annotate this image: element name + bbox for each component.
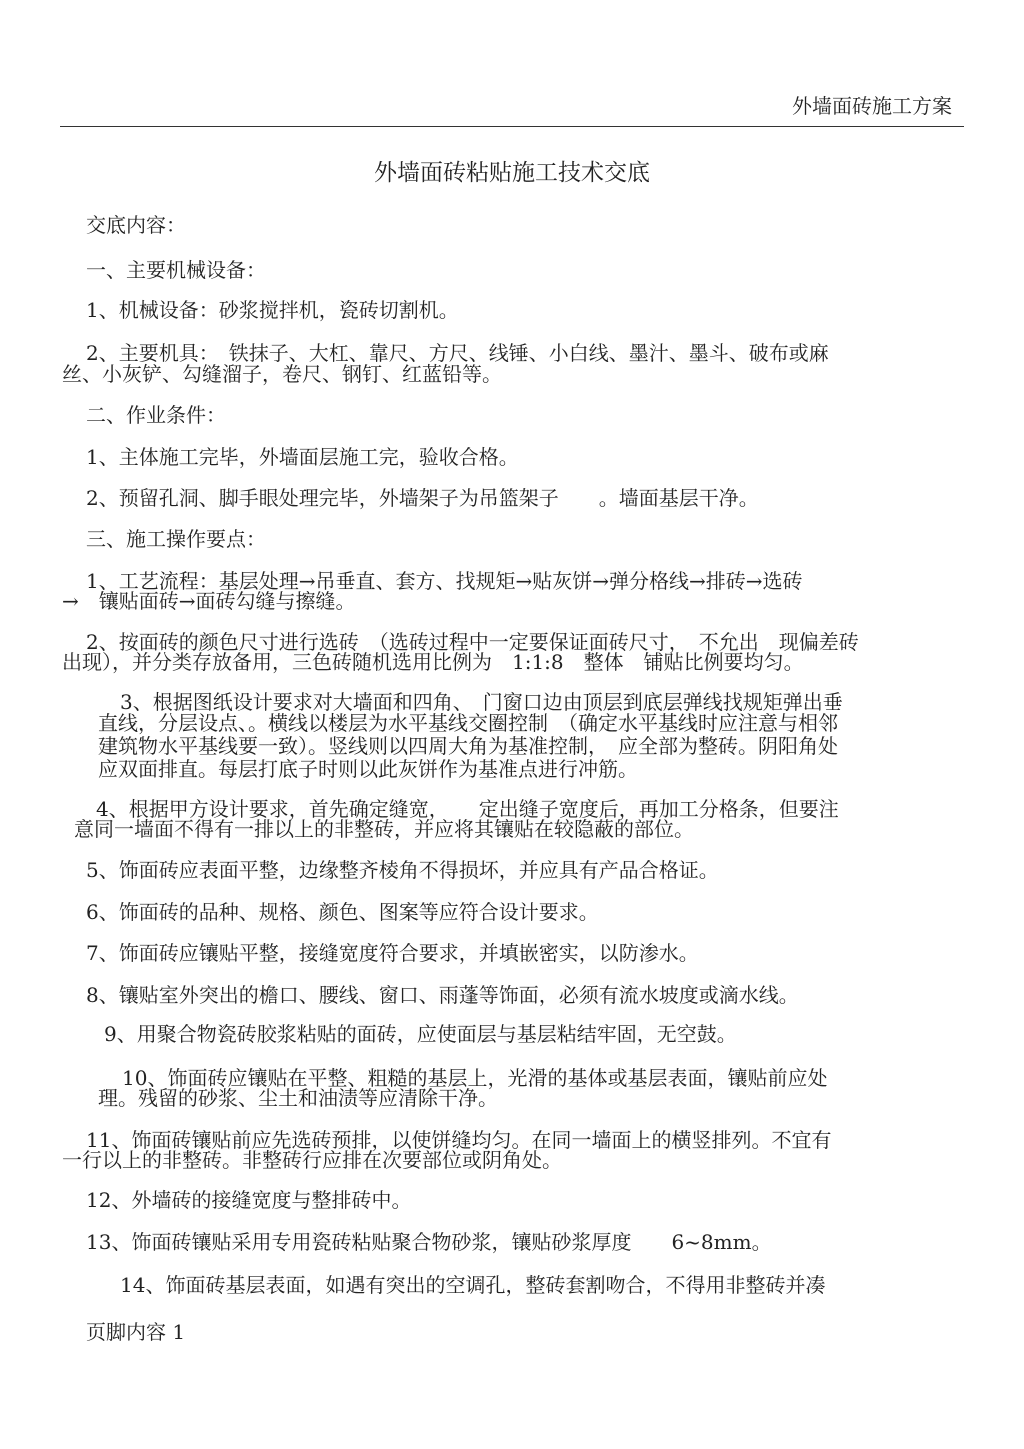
header-title: 外墙面砖施工方案 [792,94,952,118]
body-line: 8、镶贴室外突出的檐口、腰线、窗口、雨蓬等饰面，必须有流水坡度或滴水线。 [86,983,799,1007]
body-line: 4、根据甲方设计要求，首先确定缝宽， 定出缝子宽度后，再加工分格条，但要注 [96,797,839,821]
page-header [60,92,964,127]
body-line: 11、饰面砖镶贴前应先选砖预排，以使饼缝均匀。在同一墙面上的横竖排列。不宜有 [86,1128,832,1152]
body-line: 2、预留孔洞、脚手眼处理完毕，外墙架子为吊篮架子 。墙面基层干净。 [86,486,759,510]
body-line: 交底内容： [86,213,186,237]
body-line: 建筑物水平基线要一致）。竖线则以四周大角为基准控制， 应全部为整砖。阴阳角处 [98,734,838,758]
body-line: 2、按面砖的颜色尺寸进行选砖 （选砖过程中一定要保证面砖尺寸， 不允出 现偏差砖 [86,630,859,654]
body-line: 应双面排直。每层打底子时则以此灰饼作为基准点进行冲筋。 [98,757,638,781]
body-line: 意同一墙面不得有一排以上的非整砖，并应将其镶贴在较隐蔽的部位。 [74,817,694,841]
body-line: 一行以上的非整砖。非整砖行应排在次要部位或阴角处。 [62,1148,562,1172]
body-line: 1、机械设备：砂浆搅拌机，瓷砖切割机。 [86,298,459,322]
body-line: → 镶贴面砖→面砖勾缝与擦缝。 [62,589,356,613]
body-line: 丝、小灰铲、勾缝溜子，卷尺、钢钉、红蓝铅等。 [62,362,502,386]
body-line: 2、主要机具： 铁抹子、大杠、靠尺、方尺、线锤、小白线、墨汁、墨斗、破布或麻 [86,341,829,365]
body-line: 出现），并分类存放备用，三色砖随机选用比例为 1:1:8 整体 铺贴比例要均匀。 [62,650,804,674]
body-line: 二、作业条件： [86,403,226,427]
body-line: 10、饰面砖应镶贴在平整、粗糙的基层上，光滑的基体或基层表面，镶贴前应处 [122,1066,828,1090]
body-line: 14、饰面砖基层表面，如遇有突出的空调孔，整砖套割吻合，不得用非整砖并凑 [120,1273,826,1297]
body-line: 3、根据图纸设计要求对大墙面和四角、 门窗口边由顶层到底层弹线找规矩弹出垂 [120,690,843,714]
body-line: 5、饰面砖应表面平整，边缘整齐棱角不得损坏，并应具有产品合格证。 [86,858,719,882]
body-line: 7、饰面砖应镶贴平整，接缝宽度符合要求，并填嵌密实，以防渗水。 [86,941,699,965]
body-line: 6、饰面砖的品种、规格、颜色、图案等应符合设计要求。 [86,900,599,924]
body-line: 1、主体施工完毕，外墙面层施工完，验收合格。 [86,445,519,469]
body-line: 直线，分层设点、。横线以楼层为水平基线交圈控制 （确定水平基线时应注意与相邻 [98,711,838,735]
body-line: 三、施工操作要点： [86,527,266,551]
body-line: 1、工艺流程：基层处理→吊垂直、套方、找规矩→贴灰饼→弹分格线→排砖→选砖 [86,569,803,593]
body-line: 理。残留的砂浆、尘土和油渍等应清除干净。 [98,1086,498,1110]
document-title: 外墙面砖粘贴施工技术交底 [374,160,650,186]
page-footer: 页脚内容 1 [86,1320,186,1344]
body-line: 一、主要机械设备： [86,258,266,282]
body-line: 9、用聚合物瓷砖胶浆粘贴的面砖，应使面层与基层粘结牢固，无空鼓。 [104,1022,737,1046]
body-line: 12、外墙砖的接缝宽度与整排砖中。 [86,1188,412,1212]
body-line: 13、饰面砖镶贴采用专用瓷砖粘贴聚合物砂浆，镶贴砂浆厚度 6~8mm。 [86,1230,772,1254]
